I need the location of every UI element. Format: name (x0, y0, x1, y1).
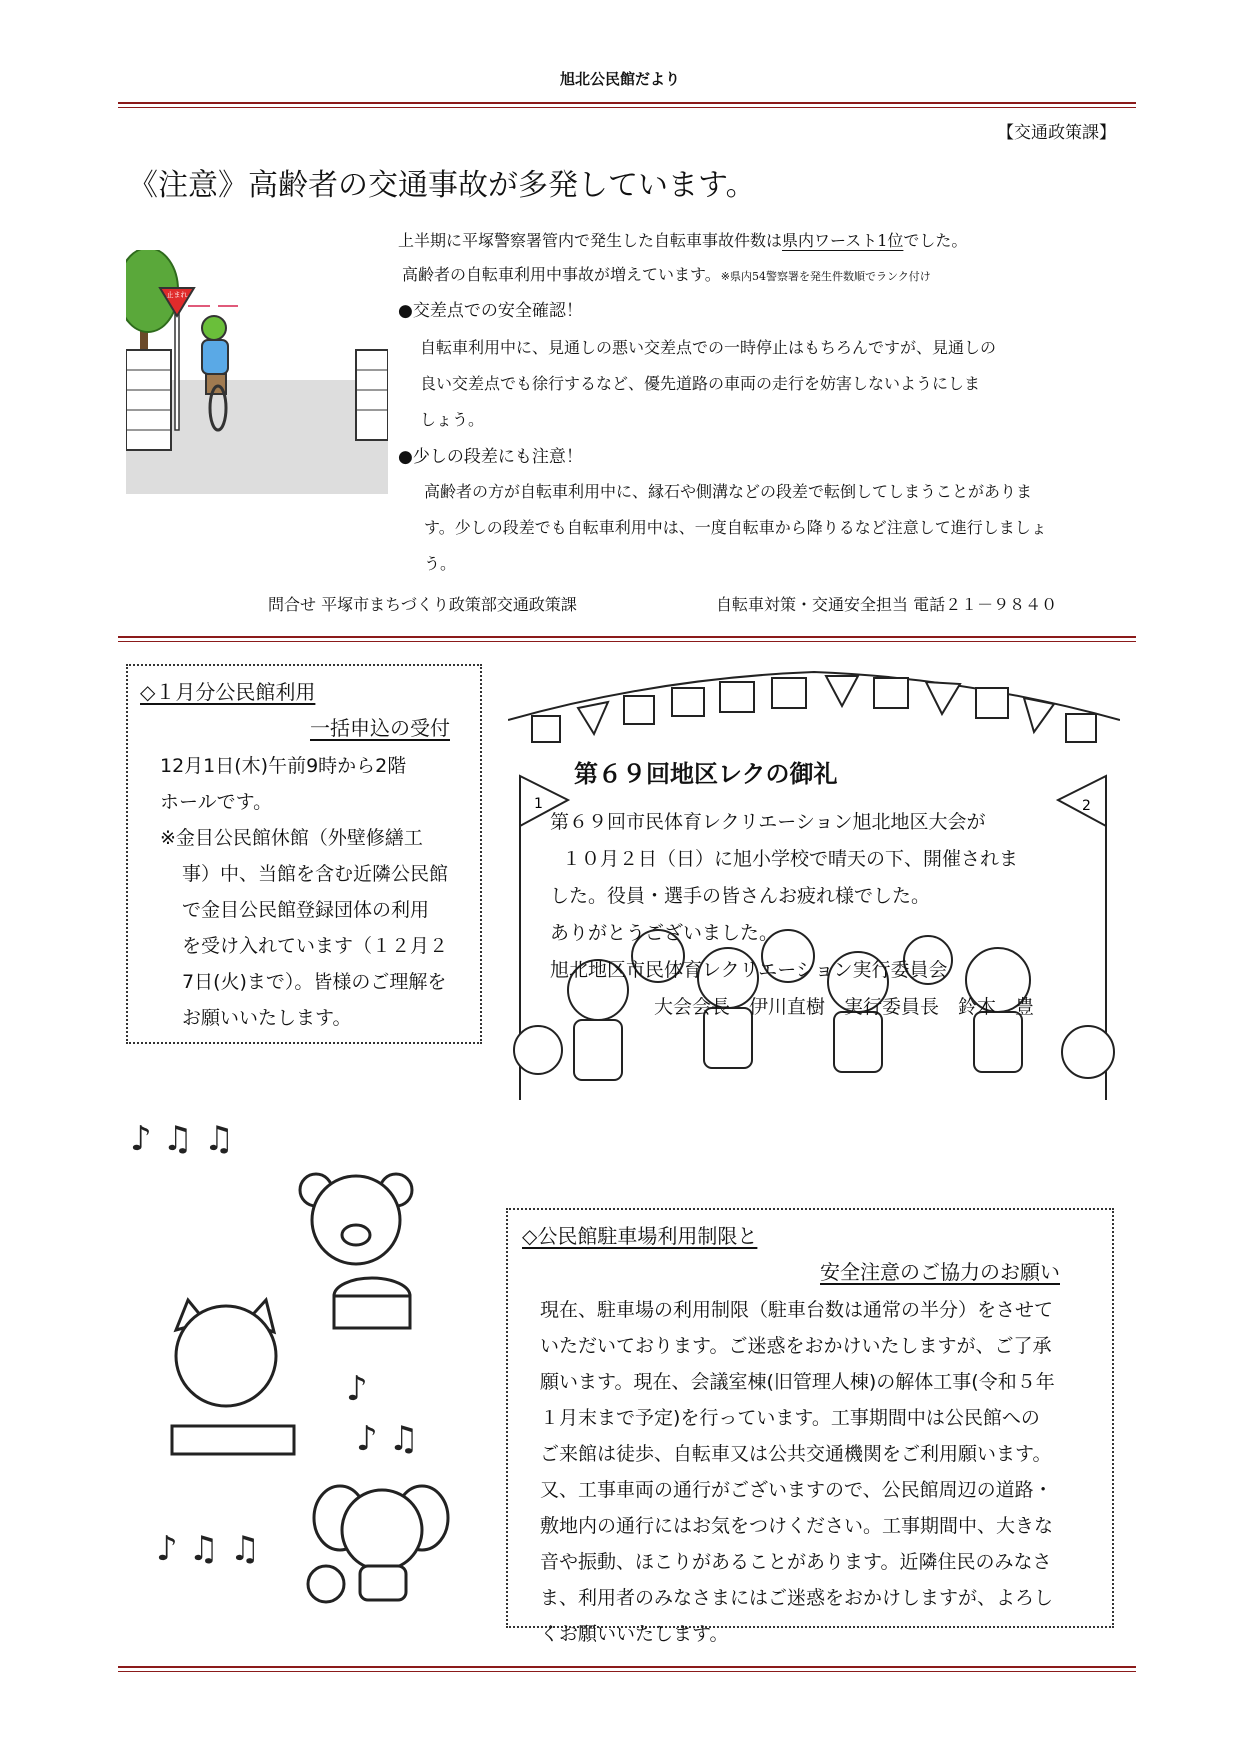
paragraph-step (424, 474, 1047, 582)
box2-line: 敷地内の通行にはお気をつけください。工事期間中、大きな (540, 1515, 1054, 1537)
intro-text: 上半期に平塚警察署管内で発生した自転車事故件数は (398, 231, 783, 250)
header-rule (118, 102, 1136, 104)
recreation-title: 第６９回地区レクの御礼 (574, 760, 838, 788)
recreation-line: 大会会長 伊川直樹 実行委員長 鈴木 豊 (654, 996, 1035, 1018)
worst-rank-text: 県内ワースト1位 (782, 231, 904, 250)
box2-line: 音や振動、ほこりがあることがあります。近隣住民のみなさ (540, 1551, 1052, 1573)
intro-text-end: でした。 (903, 231, 968, 250)
newsletter-title: 旭北公民館だより (559, 70, 680, 88)
box2-title-line1: ◇公民館駐車場利用制限と (522, 1224, 758, 1248)
paragraph-line: 高齢者の方が自転車利用中に、縁石や側溝などの段差で転倒してしまうことがありま (424, 482, 1033, 501)
box1-note-line: お願いいたします。 (182, 1007, 352, 1029)
box2-line: ご来館は徒歩、自転車又は公共交通機関をご利用願います。 (540, 1443, 1052, 1465)
paragraph-line: 自転車利用中に、見通しの悪い交差点での一時停止はもちろんですが、見通しの (420, 338, 997, 357)
footer-rule (118, 1666, 1136, 1668)
box2-line: 願います。現在、会議室棟(旧管理人棟)の解体工事(令和５年 (540, 1371, 1055, 1393)
wall-left (126, 350, 171, 450)
box1-note (160, 820, 448, 1036)
paragraph-line: う。 (424, 554, 457, 573)
box2-line: １月末まで予定)を行っています。工事期間中は公民館への (540, 1407, 1040, 1429)
ranking-note: ※県内54警察署を発生件数順でランク付け (720, 270, 931, 283)
svg-text:♪ ♫ ♫: ♪ ♫ ♫ (156, 1529, 261, 1569)
recreation-line: 第６９回市民体育レクリエーション旭北地区大会が (550, 811, 986, 833)
box2-line: くお願いいたします。 (540, 1623, 729, 1645)
box1-note-line: で金目公民館登録団体の利用 (182, 899, 430, 921)
department-label: 【交通政策課】 (997, 123, 1116, 143)
box2-title-line2: 安全注意のご協力のお願い (820, 1260, 1060, 1284)
box1-title-line2: 一括申込の受付 (310, 716, 450, 740)
box1-note-line: ※金目公民館休館（外壁修繕工 (160, 827, 423, 849)
intro-line-1 (398, 228, 967, 251)
animal-band-illustration (126, 1100, 486, 1650)
paragraph-line: 良い交差点でも徐行するなど、優先道路の車両の走行を妨害しないようにしま (420, 374, 981, 393)
intro-text-2: 高齢者の自転車利用中事故が増えています。 (402, 265, 721, 284)
svg-text:♪: ♪ (346, 1369, 368, 1409)
wall-right (356, 350, 388, 440)
contact-left: 問合せ 平塚市まちづくり政策部交通政策課 (268, 595, 577, 614)
paragraph-intersection (420, 330, 996, 438)
paragraph-line: しょう。 (420, 410, 485, 429)
recreation-line: 旭北地区市民体育レクリエーション実行委員会 (550, 959, 948, 981)
box1-note-line: を受け入れています（１２月２ (182, 935, 449, 957)
box1-body (160, 748, 406, 820)
bear-drummer-icon (300, 1174, 412, 1328)
svg-text:♪ ♫ ♫: ♪ ♫ ♫ (130, 1119, 235, 1159)
svg-text:1: 1 (534, 796, 543, 812)
section-title: 《注意》高齢者の交通事故が多発しています。 (128, 168, 756, 203)
svg-text:2: 2 (1082, 798, 1091, 814)
paragraph-line: す。少しの段差でも自転車利用中は、一度自転車から降りるなど注意して進行しましょ (424, 518, 1047, 537)
heading-step: ●少しの段差にも注意！ (398, 447, 583, 467)
svg-text:止まれ: 止まれ (166, 291, 188, 299)
box2-line: ま、利用者のみなさまにはご迷惑をおかけしますが、よろし (540, 1587, 1054, 1609)
elephant-tambourine-icon (308, 1486, 448, 1602)
section-rule (118, 636, 1136, 638)
heading-intersection: ●交差点での安全確認！ (398, 301, 583, 321)
box2-line: いただいております。ご迷惑をおかけいたしますが、ご了承 (540, 1335, 1052, 1357)
recreation-body (550, 804, 1034, 1026)
box2-line: 現在、駐車場の利用制限（駐車台数は通常の半分）をさせて (540, 1299, 1054, 1321)
contact-right: 自転車対策・交通安全担当 電話２１－９８４０ (716, 595, 1058, 614)
cat-xylophone-icon (172, 1300, 294, 1454)
box2-body (540, 1292, 1055, 1652)
recreation-line: した。役員・選手の皆さんお疲れ様でした。 (550, 885, 931, 907)
box1-line: 12月1日(木)午前9時から2階 (160, 755, 407, 777)
box1-note-line: 事）中、当館を含む近隣公民館 (182, 863, 449, 885)
recreation-line: １０月２日（日）に旭小学校で晴天の下、開催されま (562, 848, 1019, 870)
svg-text:♪ ♫: ♪ ♫ (356, 1419, 419, 1459)
recreation-line: ありがとうございました。 (550, 922, 779, 944)
box1-note-line: 7日(火)まで）。皆様のご理解を (182, 971, 447, 993)
intro-line-2 (402, 262, 931, 285)
bicycle-intersection-illustration (126, 250, 388, 494)
box1-title-line1: ◇１月分公民館利用 (140, 680, 316, 704)
box2-line: 又、工事車両の通行がございますので、公民館周辺の道路・ (540, 1479, 1053, 1501)
box1-line: ホールです。 (160, 791, 273, 813)
